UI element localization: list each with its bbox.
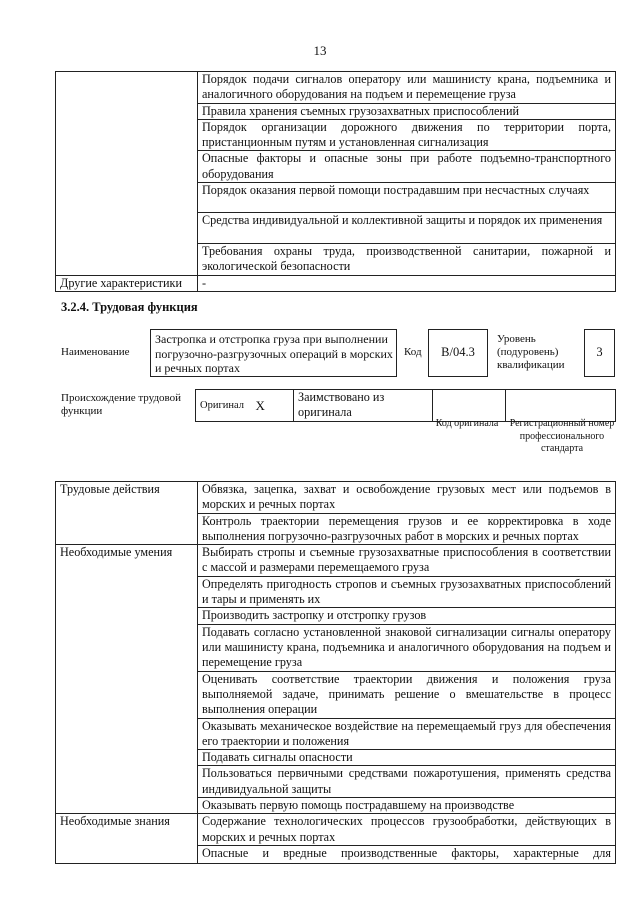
knowledge-label: Необходимые знания — [56, 814, 198, 864]
table-cell: Выбирать стропы и съемные грузозахватные приспособления в соответствии с массой и размерами перемещаемого груза — [198, 545, 616, 577]
row-label-cell — [56, 72, 198, 276]
table-cell: Определять пригодность стропов и съемных грузозахватных приспособлений и тары и применять их — [198, 576, 616, 608]
table-cell: Оказывать первую помощь пострадавшему на производстве — [198, 798, 616, 814]
table-cell: Опасные и вредные производственные факторы, характерные для — [198, 845, 616, 863]
table-row — [56, 275, 616, 291]
table-cell: Средства индивидуальной и коллективной защиты и порядок их применения — [198, 213, 616, 244]
borrowed-label: Заимствовано из оригинала — [294, 390, 433, 422]
origin-table — [195, 389, 616, 422]
table-cell: Порядок организации дорожного движения по территории порта, пристанционным путям и установленная сигнализация — [198, 119, 616, 151]
table-cell: Опасные факторы и опасные зоны при работе подъемно-транспортного оборудования — [198, 151, 616, 183]
function-name-value: Застропка и отстропка груза при выполнении погрузочно-разгрузочных операций в морских и речных портах — [155, 332, 393, 375]
section-title: 3.2.4. Трудовая функция — [61, 300, 198, 314]
table-cell: Содержание технологических процессов грузообработки, действующих в морских и речных портах — [198, 814, 616, 846]
table-cell: Обвязка, зацепка, захват и освобождение грузовых мест или подъемов в морских и речных портах — [198, 482, 616, 514]
table-cell: Подавать согласно установленной знаковой сигнализации сигналы оператору или машинисту крана, подъемника и аналогичного оборудования на подъем и перемещение груза — [198, 624, 616, 671]
table-cell: Производить застропку и отстропку грузов — [198, 608, 616, 624]
main-table — [55, 481, 616, 864]
original-label: Оригинал — [196, 390, 252, 422]
original-mark: X — [252, 390, 294, 422]
origin-label: Происхождение трудовой функции — [61, 392, 182, 417]
table-cell: Оказывать механическое воздействие на перемещаемый груз для обеспечения его траектории и положения — [198, 718, 616, 750]
name-label: Наименование — [61, 346, 130, 358]
level-label: Уровень (подуровень) квалификации — [497, 333, 565, 371]
origin-reg-cell — [506, 390, 616, 422]
table-cell: Подавать сигналы опасности — [198, 750, 616, 766]
table-cell: Пользоваться первичными средствами пожаротушения, применять средства индивидуальной защиты — [198, 766, 616, 798]
table-row — [56, 814, 616, 846]
top-table — [55, 71, 616, 292]
code-label: Код — [404, 346, 422, 358]
other-characteristics-value: - — [198, 275, 616, 291]
table-row — [56, 482, 616, 514]
code-caption: Код оригинала — [435, 418, 499, 429]
page-number: 13 — [313, 43, 327, 58]
table-cell: Порядок подачи сигналов оператору или машинисту крана, подъемника и аналогичного оборудования на подъем и перемещение груза — [198, 72, 616, 104]
table-cell: Требования охраны труда, производственной санитарии, пожарной и экологической безопасности — [198, 244, 616, 276]
code-value: В/04.3 — [441, 345, 475, 359]
table-row — [196, 390, 616, 422]
other-characteristics-label: Другие характеристики — [56, 275, 198, 291]
level-value: 3 — [596, 345, 603, 359]
table-row — [56, 545, 616, 577]
reg-caption: Регистрационный номер профессионального стандарта — [509, 418, 615, 454]
table-cell: Контроль траектории перемещения грузов и ее корректировка в ходе выполнения погрузочно-разгрузочных работ в морских и речных портах — [198, 513, 616, 545]
table-cell: Оценивать соответствие траектории движения и положения груза выполняемой задаче, принимать решение о вмешательстве в процесс выполнения операции — [198, 671, 616, 718]
table-cell: Порядок оказания первой помощи пострадавшим при несчастных случаях — [198, 183, 616, 213]
skills-label: Необходимые умения — [56, 545, 198, 814]
origin-code-cell — [433, 390, 506, 422]
table-row — [56, 72, 616, 104]
actions-label: Трудовые действия — [56, 482, 198, 545]
table-cell: Правила хранения съемных грузозахватных приспособлений — [198, 103, 616, 119]
